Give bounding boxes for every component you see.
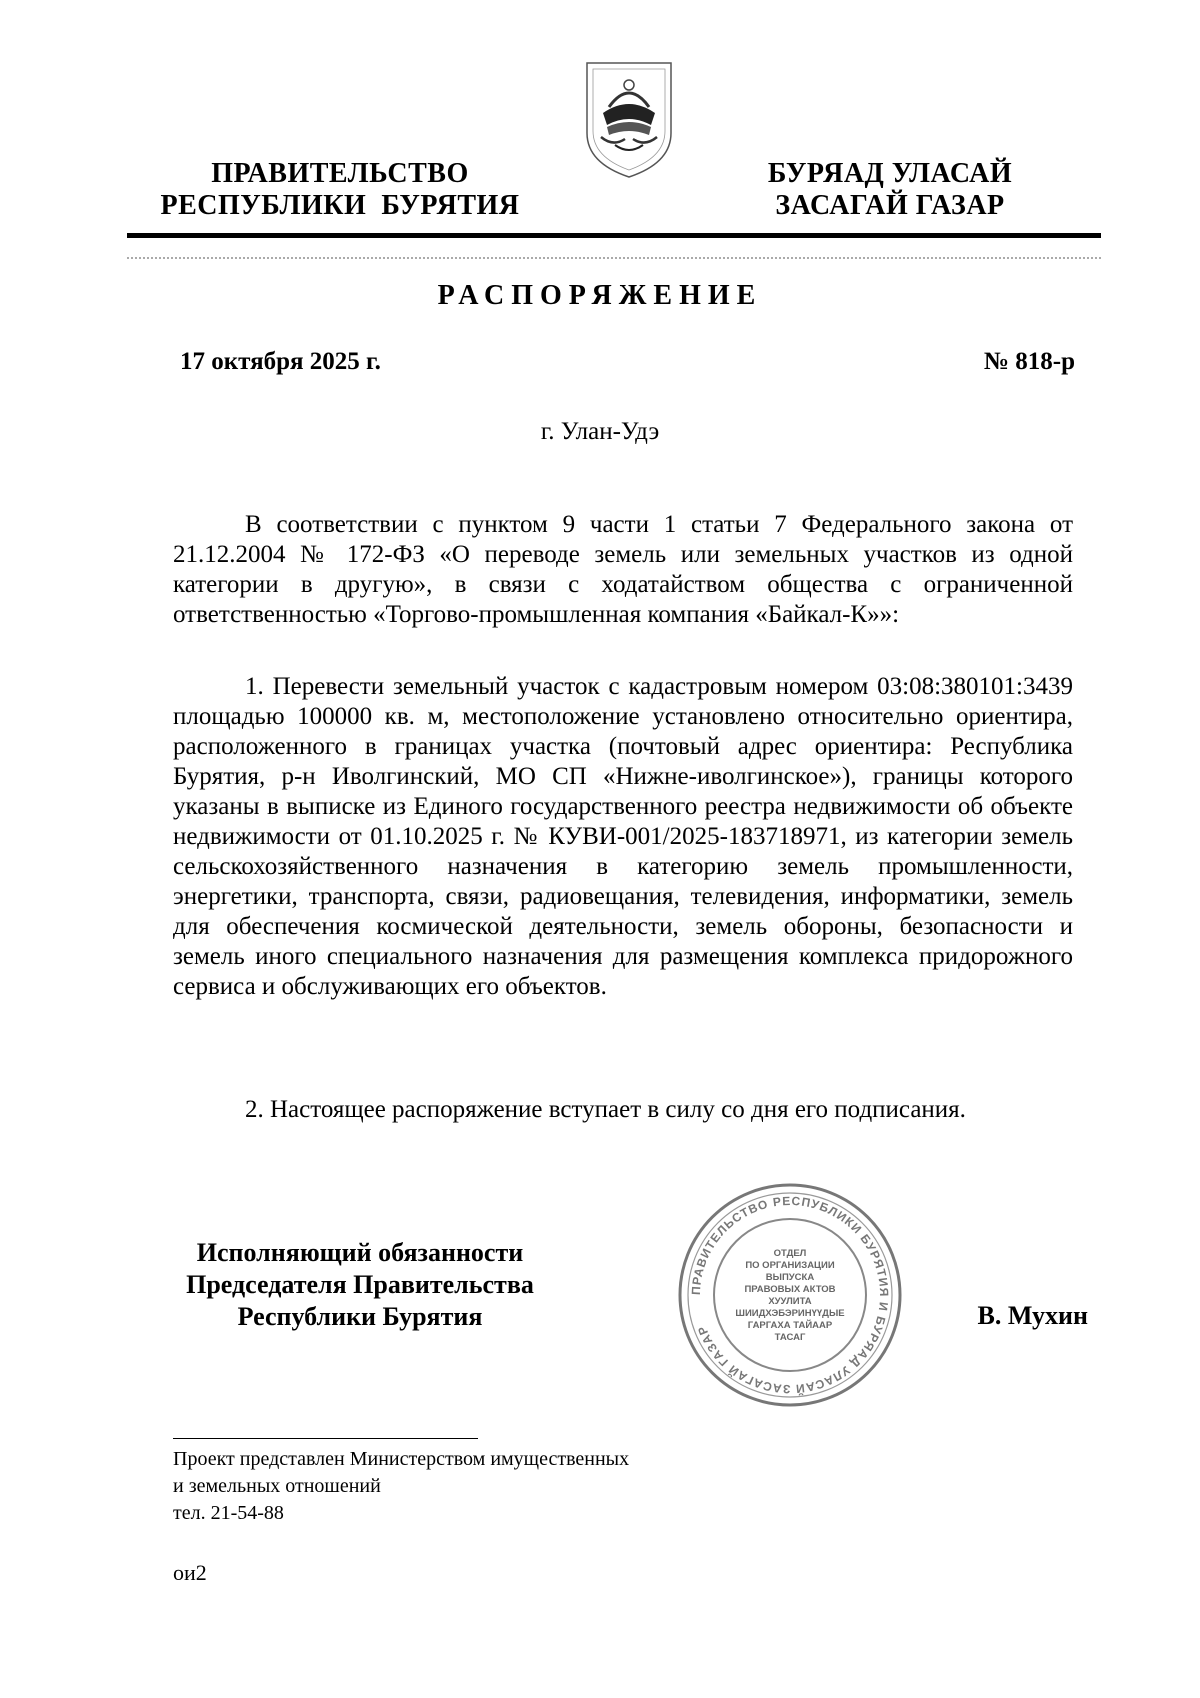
document-type-title: РАСПОРЯЖЕНИЕ <box>437 280 763 311</box>
signatory-name: В. Мухин <box>977 1301 1088 1330</box>
stamp-inner-line: ПО ОРГАНИЗАЦИИ <box>745 1260 835 1271</box>
stamp-inner-line: ТАСАГ <box>774 1332 806 1343</box>
stamp-inner-line: ГАРГАХА ТАЙААР <box>747 1320 833 1331</box>
body-paragraph-2: 1. Перевести земельный участок с кадастровым номером 03:08:380101:3439 площадью 100000 кв. м, местоположение установлено относительно ориентира, расположенного в границах участка (почтовый адрес ориентира: Республика Бурятия, р-н Иволгинский, МО СП «Нижне-иволгинское»), границы которого указаны в выписке из Единого государственного реестра недвижимости об объекте недвижимости от 01.10.2025 г. № КУВИ-001/2025-183718971, из категории земель сельскохозяйственного назначения в категорию земель промышленности, энергетики, транспорта, связи, радиовещания, телевидения, информатики, земель для обеспечения космической деятельности, земель обороны, безопасности и земель иного специального назначения для размещения комплекса придорожного сервиса и обслуживающих его объектов. <box>173 673 1073 1000</box>
stamp-inner-line: ХУУЛИТА <box>768 1296 812 1307</box>
footer-line1: Проект представлен Министерством имущественных <box>173 1448 630 1470</box>
document-city: г. Улан-Удэ <box>540 418 660 445</box>
coat-of-arms-emblem <box>579 55 679 180</box>
header-thick-rule <box>127 233 1101 238</box>
stamp-outer-text: ПРАВИТЕЛЬСТВО РЕСПУБЛИКИ БУРЯТИЯ И БУРЯАД УЛАСАЙ ЗАСАГАЙ ГАЗАР <box>688 1193 892 1397</box>
header-left-line2: РЕСПУБЛИКИ БУРЯТИЯ <box>160 190 520 221</box>
stamp-inner-line: ШИИДХЭБЭРИНҮҮДЫЕ <box>735 1308 845 1319</box>
stamp-inner-line: ОТДЕЛ <box>773 1248 807 1259</box>
document-number: № 818-р <box>983 348 1075 375</box>
header-dotted-rule <box>127 257 1101 259</box>
header-right-line1: БУРЯАД УЛАСАЙ <box>767 158 1013 189</box>
body-paragraph-3: 2. Настоящее распоряжение вступает в силу со дня его подписания. <box>245 1096 966 1123</box>
footer-line2: и земельных отношений <box>173 1475 381 1497</box>
header-right-block <box>740 158 1040 222</box>
official-stamp <box>675 1180 905 1410</box>
header-right-line2: ЗАСАГАЙ ГАЗАР <box>775 190 1005 221</box>
body-paragraph-1: В соответствии с пунктом 9 части 1 статьи 7 Федерального закона от 21.12.2004 № 172-ФЗ «О переводе земель или земельных участков из одной категории в другую», в связи с ходатайством общества с ограниченной ответственностью «Торгово-промышленная компания «Байкал-К»»: <box>173 511 1073 628</box>
header-left-block <box>160 158 520 222</box>
document-code: ои2 <box>173 1560 207 1585</box>
signatory-title-line3: Республики Бурятия <box>237 1302 483 1331</box>
stamp-inner-line: ПРАВОВЫХ АКТОВ <box>744 1284 836 1295</box>
signatory-title-line1: Исполняющий обязанности <box>196 1238 524 1267</box>
footer-block <box>173 1446 629 1527</box>
header-left-line1: ПРАВИТЕЛЬСТВО <box>211 158 469 189</box>
footer-line3: тел. 21-54-88 <box>173 1502 284 1524</box>
signatory-title <box>160 1237 560 1333</box>
stamp-inner-line: ВЫПУСКА <box>765 1272 815 1283</box>
footer-rule <box>173 1438 478 1439</box>
document-date: 17 октября 2025 г. <box>180 348 381 375</box>
signatory-title-line2: Председателя Правительства <box>186 1270 534 1299</box>
